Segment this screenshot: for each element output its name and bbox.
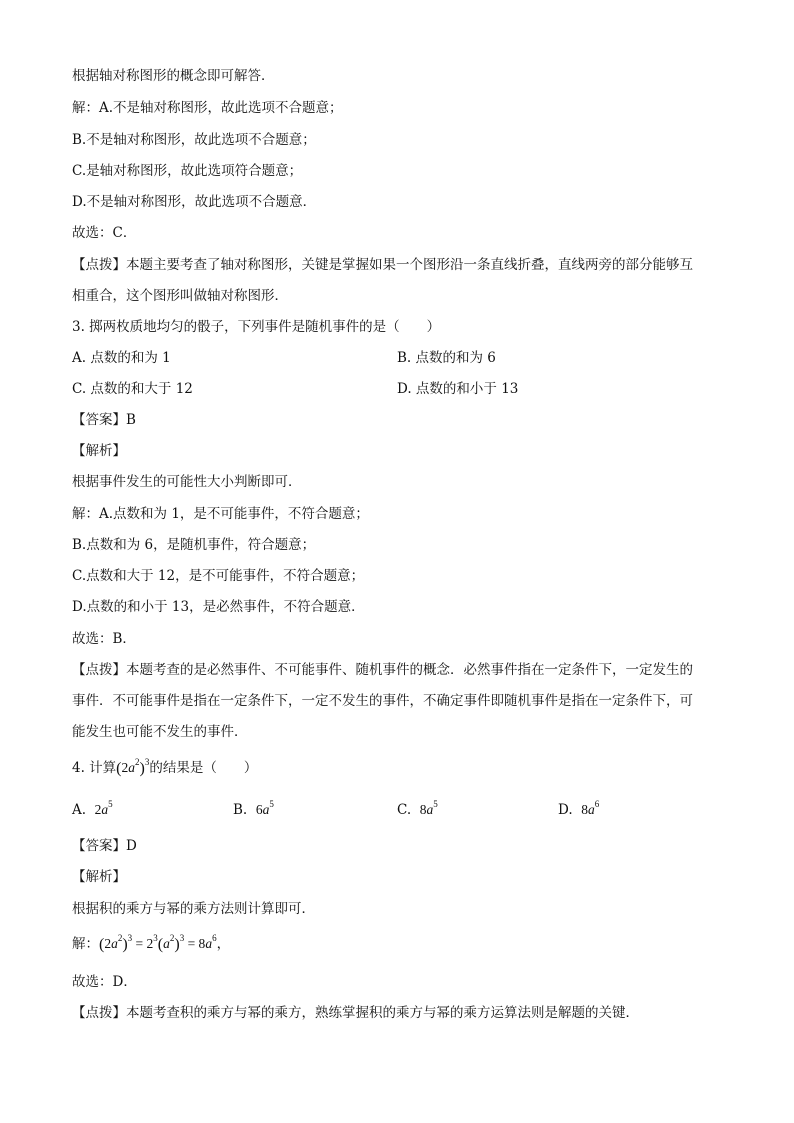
q2-comment-line-2: 相重合，这个图形叫做轴对称图形．	[72, 288, 288, 304]
q4-option-b: B. $6a^5$	[233, 799, 274, 818]
q3-intro: 根据事件发生的可能性大小判断即可．	[72, 474, 302, 490]
q4-solution-expr: $(2a^2)^3 = 2^3(a^2)^3 = 8a^6$	[99, 933, 217, 953]
q4-option-d-expr: $8a^6$	[581, 799, 600, 817]
q2-solution-a: 解：A.不是轴对称图形，故此选项不合题意；	[72, 100, 343, 116]
q3-analysis-title: 【解析】	[72, 443, 126, 459]
q3-option-c: C. 点数的和大于 12	[72, 381, 193, 397]
q4-solution-prefix: 解：	[72, 936, 99, 952]
q3-solution-b: B.点数和为 6，是随机事件，符合题意；	[72, 537, 316, 553]
q4-answer: 【答案】D	[72, 838, 137, 854]
q4-option-c-expr: $8a^5$	[419, 799, 438, 817]
q4-option-d: D. $8a^6$	[558, 799, 600, 818]
q3-option-a: A. 点数的和为 1	[72, 350, 171, 366]
q3-comment-line-3: 能发生也可能不发生的事件．	[72, 724, 248, 740]
q3-comment-line-1: 【点拨】本题考查的是必然事件、不可能事件、随机事件的概念．必然事件指在一定条件下，一定发生的	[72, 662, 693, 678]
q4-analysis-title: 【解析】	[72, 869, 126, 885]
q3-comment-line-2: 事件．不可能事件是指在一定条件下，一定不发生的事件，不确定事件即随机事件是指在一定条件下，可	[72, 693, 693, 709]
q3-stem: 3. 掷两枚质地均匀的骰子，下列事件是随机事件的是（ ）	[72, 319, 441, 335]
q3-option-d: D. 点数的和小于 13	[397, 381, 519, 397]
q4-choice: 故选：D．	[72, 974, 137, 990]
q2-choice: 故选：C．	[72, 225, 137, 241]
q4-option-b-expr: $6a^5$	[255, 799, 274, 817]
q2-solution-d: D.不是轴对称图形，故此选项不合题意．	[72, 194, 317, 210]
q4-stem-prefix: 4. 计算	[72, 760, 117, 776]
q3-solution-c: C.点数和大于 12，是不可能事件，不符合题意；	[72, 568, 365, 584]
q2-comment-line-1: 【点拨】本题主要考查了轴对称图形，关键是掌握如果一个图形沿一条直线折叠，直线两旁的部分能够互	[72, 257, 693, 273]
q3-solution-a: 解：A.点数和为 1，是不可能事件，不符合题意；	[72, 506, 369, 522]
q4-option-a-expr: $2a^5$	[94, 799, 113, 817]
q4-expression: $(2a^2)^3$	[116, 757, 150, 777]
q3-option-b: B. 点数的和为 6	[397, 350, 496, 366]
q3-answer: 【答案】B	[72, 412, 136, 428]
q4-solution: 解：$(2a^2)^3 = 2^3(a^2)^3 = 8a^6$，	[72, 933, 231, 953]
q4-option-a: A. $2a^5$	[72, 799, 113, 818]
q3-choice: 故选：B．	[72, 631, 136, 647]
q4-stem	[72, 758, 257, 779]
q3-solution-d: D.点数的和小于 13，是必然事件，不符合题意．	[72, 599, 365, 615]
q2-intro: 根据轴对称图形的概念即可解答．	[72, 68, 275, 84]
q2-solution-c: C.是轴对称图形，故此选项符合题意；	[72, 163, 303, 179]
q2-solution-b: B.不是轴对称图形，故此选项不合题意；	[72, 132, 316, 148]
q4-stem-suffix: 的结果是（ ）	[149, 760, 258, 776]
q4-option-c: C. $8a^5$	[397, 799, 438, 818]
q4-comment: 【点拨】本题考查积的乘方与幂的乘方，熟练掌握积的乘方与幂的乘方运算法则是解题的关键．	[72, 1005, 639, 1021]
q4-intro: 根据积的乘方与幂的乘方法则计算即可．	[72, 901, 315, 917]
